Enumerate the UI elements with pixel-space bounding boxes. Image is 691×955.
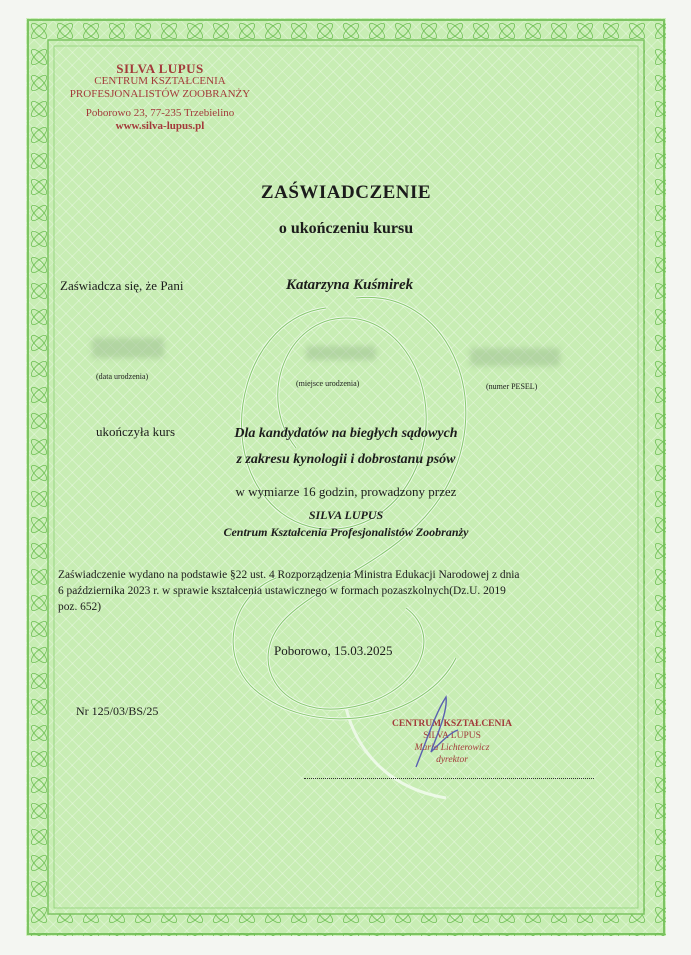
stamp-line1: CENTRUM KSZTAŁCENIA	[94, 75, 226, 87]
pesel-redacted	[470, 348, 560, 366]
caption-pesel: (numer PESEL)	[486, 382, 538, 391]
legal-basis-line2: 6 października 2023 r. w sprawie kształcenia ustawicznego w formach pozaszkolnych(Dz.U. 2019	[58, 585, 506, 597]
organizer-name: SILVA LUPUS	[308, 508, 384, 522]
caption-birth-date: (data urodzenia)	[96, 372, 149, 381]
legal-basis-line1: Zaświadczenie wydano na podstawie §22 ust. 4 Rozporządzenia Ministra Edukacji Narodowej z dnia	[58, 569, 520, 581]
header-stamp	[60, 62, 260, 133]
certificate-title: ZAŚWIADCZENIE	[260, 182, 432, 203]
signature-line	[304, 778, 594, 779]
course-name-line1: Dla kandydatów na biegłych sądowych	[234, 426, 458, 441]
sig-stamp-line1: CENTRUM KSZTAŁCENIA	[392, 719, 512, 729]
stamp-line2: PROFESJONALISTÓW ZOOBRANŻY	[69, 88, 251, 100]
certificate-subtitle: o ukończeniu kursu	[278, 220, 414, 237]
duration-text: w wymiarze 16 godzin, prowadzony przez	[235, 484, 457, 499]
certificate-number: Nr 125/03/BS/25	[76, 704, 159, 718]
stamp-website: www.silva-lupus.pl	[115, 120, 205, 132]
completed-label: ukończyła kurs	[96, 424, 176, 439]
caption-birth-place: (miejsce urodzenia)	[296, 379, 360, 388]
certificate-sheet	[26, 18, 666, 936]
stamp-address: Poborowo 23, 77-235 Trzebielino	[85, 107, 235, 119]
place-date: Poborowo, 15.03.2025	[274, 643, 393, 658]
stamp-org-name: SILVA LUPUS	[116, 61, 204, 76]
sig-stamp-line3: Maria Lichterowicz	[414, 743, 490, 753]
birth-date-redacted	[92, 338, 164, 358]
birth-place-redacted	[306, 346, 376, 360]
sig-stamp-line4: dyrektor	[436, 755, 468, 765]
intro-text: Zaświadcza się, że Pani	[60, 278, 184, 293]
handwritten-signature	[406, 692, 466, 772]
sig-stamp-line2: SILVA LUPUS	[423, 731, 481, 741]
guilloche-border	[26, 18, 666, 936]
recipient-name: Katarzyna Kuśmirek	[286, 277, 414, 293]
organizer-full-name: Centrum Kształcenia Profesjonalistów Zoobranży	[223, 525, 469, 539]
course-name-line2: z zakresu kynologii i dobrostanu psów	[236, 452, 456, 467]
legal-basis-line3: poz. 652)	[58, 601, 102, 613]
